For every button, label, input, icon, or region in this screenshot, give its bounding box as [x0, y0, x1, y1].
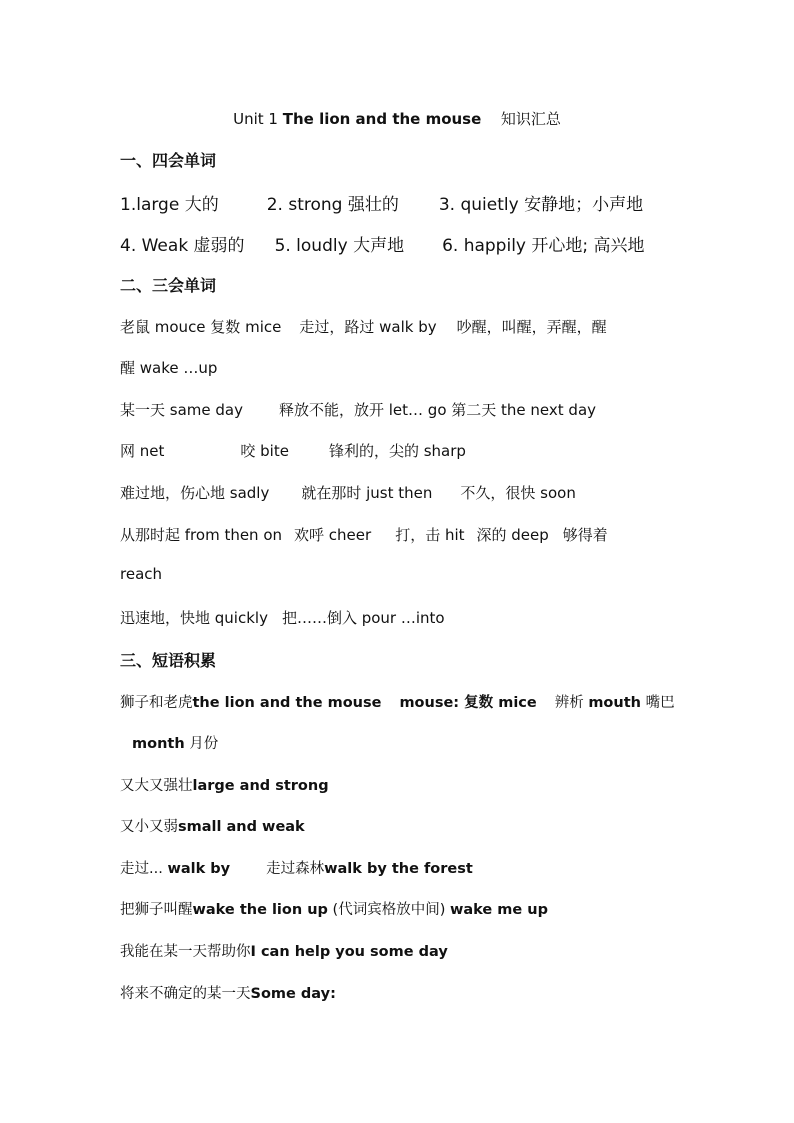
phrase-en: wake me up	[449, 902, 548, 918]
phrase-en: I can help you some day	[250, 944, 448, 960]
word-line	[120, 357, 217, 378]
word-entry: 某一天 same day	[120, 401, 243, 419]
word-entry: 咬 bite	[240, 442, 289, 460]
word-entry: 走过，路过 walk by	[299, 318, 437, 336]
word-entry: 老鼠 mouce 复数 mice	[120, 318, 282, 336]
phrase-en: month	[132, 736, 185, 752]
word-entry: 够得着	[562, 526, 608, 544]
phrase-line	[120, 691, 675, 712]
vocab-row-1	[120, 190, 643, 215]
word-line	[120, 316, 607, 337]
phrase-en: mouth	[588, 695, 641, 711]
phrase-en: large and strong	[192, 778, 329, 794]
word-line	[120, 440, 466, 461]
phrase-en: walk by the forest	[324, 861, 473, 877]
word-entry: 欢呼 cheer	[294, 526, 372, 544]
word-entry: 迅速地，快地 quickly	[120, 609, 268, 627]
phrase-en: Some day:	[250, 986, 336, 1002]
phrase-zh: 走过...	[120, 861, 163, 877]
phrase-zh: 把狮子叫醒	[120, 902, 193, 918]
section1-heading: 一、四会单词	[120, 151, 217, 170]
section3-heading: 三、短语积累	[120, 651, 217, 670]
vocab-row-2	[120, 231, 645, 256]
word-entry: 锋利的，尖的 sharp	[328, 442, 466, 460]
vocab-item: 2. strong 强壮的	[266, 195, 399, 215]
word-line	[120, 607, 445, 628]
phrase-zh: 走过森林	[266, 861, 325, 877]
phrase-zh: 辨析	[554, 695, 584, 711]
phrase-zh: 狮子和老虎	[120, 695, 193, 711]
word-entry: 释放不能，放开 let… go 第二天 the next day	[278, 401, 597, 419]
word-entry: reach	[120, 565, 163, 583]
phrase-zh: 嘴巴	[645, 695, 675, 711]
word-entry: 打，击 hit	[395, 526, 465, 544]
word-entry: 从那时起 from then on	[120, 526, 283, 544]
word-entry: 把……倒入 pour …into	[281, 609, 445, 627]
word-entry: 吵醒，叫醒，弄醒，醒	[456, 318, 607, 336]
page-title	[0, 108, 794, 129]
phrase-zh: (代词宾格放中间)	[332, 902, 446, 918]
phrase-en: small and weak	[178, 819, 305, 835]
phrase-en: the lion and the mouse	[192, 695, 382, 711]
word-entry: 就在那时 just then	[301, 484, 433, 502]
phrase-en: mouse: 复数 mice	[399, 695, 537, 711]
phrase-line	[120, 857, 473, 878]
phrase-zh: 将来不确定的某一天	[120, 986, 251, 1002]
phrase-line	[120, 982, 336, 1003]
phrase-line	[132, 732, 218, 753]
phrase-line	[120, 815, 305, 836]
phrase-en: wake the lion up	[192, 902, 328, 918]
word-entry: 深的 deep	[476, 526, 549, 544]
vocab-item: 5. loudly 大声地	[274, 236, 405, 256]
phrase-zh: 又小又弱	[120, 819, 178, 835]
vocab-item: 1.large 大的	[120, 195, 219, 215]
vocab-item: 6. happily 开心地; 高兴地	[442, 236, 645, 256]
phrase-zh: 又大又强壮	[120, 778, 193, 794]
word-line	[120, 565, 162, 583]
vocab-item: 4. Weak 虚弱的	[120, 236, 245, 256]
title-suffix: 知识汇总	[500, 110, 561, 128]
word-line	[120, 399, 596, 420]
phrase-zh: 月份	[189, 736, 219, 752]
phrase-line	[120, 774, 329, 795]
section2-heading: 二、三会单词	[120, 276, 217, 295]
word-entry: 不久，很快 soon	[460, 484, 576, 502]
title-unit: Unit 1	[233, 110, 278, 128]
word-entry: 醒 wake …up	[120, 359, 218, 377]
word-entry: 难过地，伤心地 sadly	[120, 484, 270, 502]
word-line	[120, 482, 576, 503]
title-name: The lion and the mouse	[282, 110, 482, 128]
word-line	[120, 524, 608, 545]
vocab-item: 3. quietly 安静地；小声地	[438, 195, 644, 215]
word-entry: 网 net	[120, 442, 165, 460]
phrase-zh: 我能在某一天帮助你	[120, 944, 251, 960]
phrase-en: walk by	[167, 861, 231, 877]
phrase-line	[120, 898, 548, 919]
phrase-line	[120, 940, 448, 961]
